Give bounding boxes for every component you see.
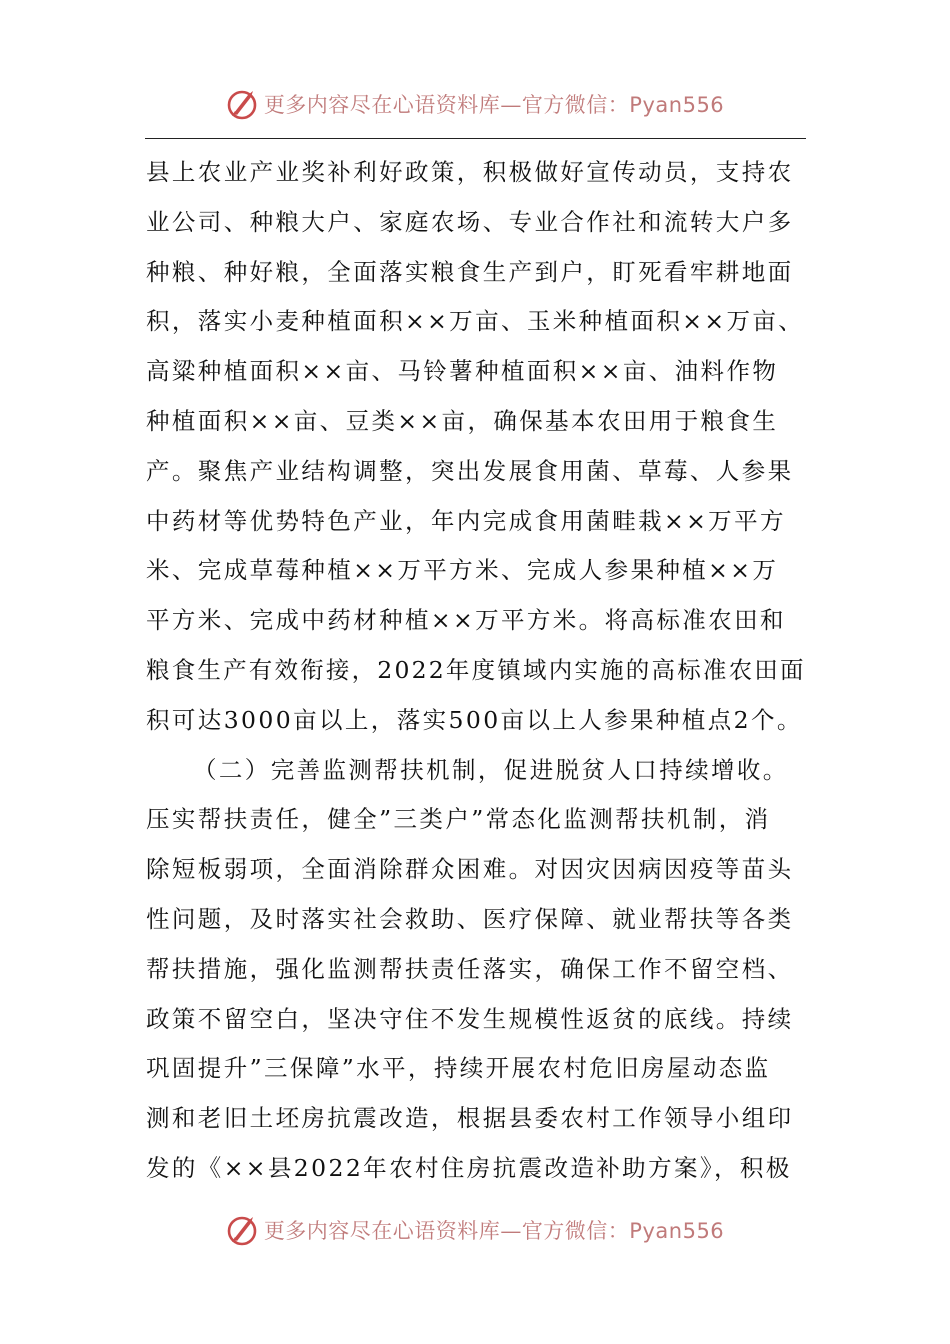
watermark-banner-top bbox=[0, 84, 950, 124]
text-line: 种植面积××亩、豆类××亩，确保基本农田用于粮食生 bbox=[146, 406, 779, 435]
text-line: 积可达3000亩以上，落实500亩以上人参果种植点2个。 bbox=[146, 705, 803, 734]
text-line: 高粱种植面积××亩、马铃薯种植面积××亩、油料作物 bbox=[146, 357, 779, 386]
text-line: 测和老旧土坯房抗震改造，根据县委农村工作领导小组印 bbox=[146, 1104, 794, 1133]
text-line: 压实帮扶责任，健全”三类户”常态化监测帮扶机制，消 bbox=[146, 805, 771, 834]
watermark-banner-bottom bbox=[0, 1210, 950, 1250]
text-line: 平方米、完成中药材种植××万平方米。将高标准农田和 bbox=[146, 606, 786, 635]
text-line: 巩固提升”三保障”水平，持续开展农村危旧房屋动态监 bbox=[146, 1054, 771, 1083]
section-heading: （二）完善监测帮扶机制，促进脱贫人口持续增收。 bbox=[193, 755, 789, 784]
pen-logo-icon bbox=[226, 1213, 260, 1247]
text-line: 除短板弱项，全面消除群众困难。对因灾因病因疫等苗头 bbox=[146, 855, 794, 884]
text-line: 业公司、种粮大户、家庭农场、专业合作社和流转大户多 bbox=[146, 207, 794, 236]
text-line: 县上农业产业奖补利好政策，积极做好宣传动员，支持农 bbox=[146, 158, 794, 186]
text-line: 政策不留空白，坚决守住不发生规模性返贫的底线。持续 bbox=[146, 1004, 794, 1033]
document-body bbox=[146, 148, 808, 1194]
header-divider bbox=[145, 138, 806, 139]
watermark-text: 更多内容尽在心语资料库—官方微信：Pyan556 bbox=[263, 1219, 725, 1243]
text-line: 产。聚焦产业结构调整，突出发展食用菌、草莓、人参果 bbox=[146, 456, 794, 485]
pen-logo-icon bbox=[226, 87, 260, 121]
text-line: 发的《××县2022年农村住房抗震改造补助方案》，积极 bbox=[146, 1153, 792, 1182]
text-line: 米、完成草莓种植××万平方米、完成人参果种植××万 bbox=[146, 556, 779, 585]
text-line: 性问题，及时落实社会救助、医疗保障、就业帮扶等各类 bbox=[146, 904, 794, 933]
text-line: 粮食生产有效衔接，2022年度镇域内实施的高标准农田面 bbox=[146, 655, 806, 684]
text-line: 积，落实小麦种植面积××万亩、玉米种植面积××万亩、 bbox=[146, 307, 805, 336]
text-line: 中药材等优势特色产业，年内完成食用菌畦栽××万平方 bbox=[146, 506, 786, 535]
text-line: 种粮、种好粮，全面落实粮食生产到户，盯死看牢耕地面 bbox=[146, 257, 794, 286]
watermark-text: 更多内容尽在心语资料库—官方微信：Pyan556 bbox=[263, 93, 725, 117]
text-line: 帮扶措施，强化监测帮扶责任落实，确保工作不留空档、 bbox=[146, 954, 794, 983]
